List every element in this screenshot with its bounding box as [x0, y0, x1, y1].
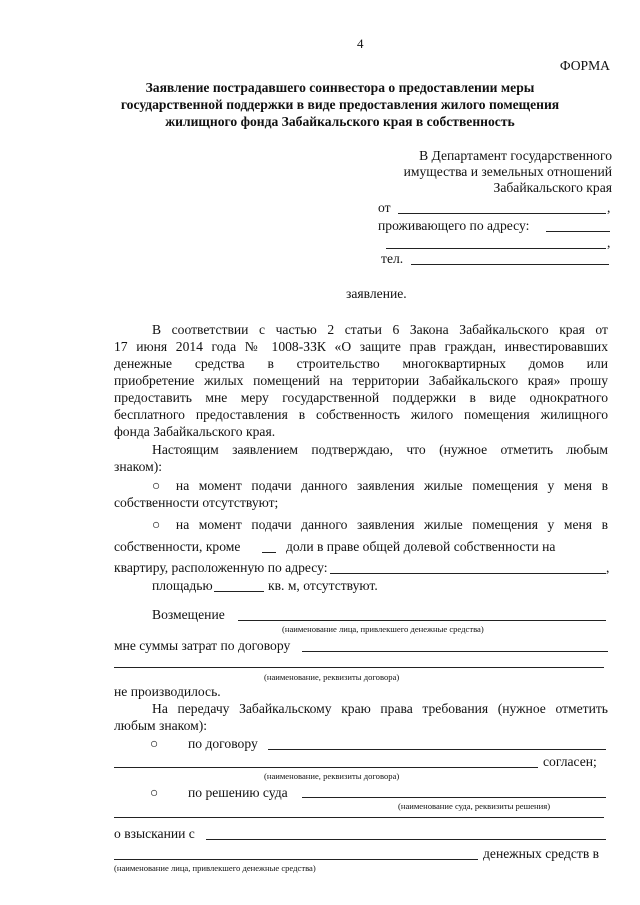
- address-end-comma: ,: [607, 235, 611, 250]
- paragraph-line: В соответствии с частью 2 статьи 6 Закона Забайкальского края от: [152, 322, 608, 337]
- address-end-comma: ,: [606, 560, 610, 575]
- recovery-person-field[interactable]: [206, 839, 606, 840]
- court-option-label: по решению суда: [188, 785, 288, 800]
- contract-field-line2[interactable]: [114, 667, 604, 668]
- paragraph-line: знаком):: [114, 459, 163, 474]
- compensation-label: Возмещение: [152, 607, 225, 622]
- heading-line: Заявление пострадавшего соинвестора о предоставлении меры: [145, 80, 535, 95]
- area-field[interactable]: [214, 591, 264, 592]
- contract-option-bullet[interactable]: ○: [150, 736, 159, 751]
- addressee-line: имущества и земельных отношений: [403, 164, 612, 179]
- from-end-comma: ,: [607, 200, 611, 215]
- paragraph-line: фонда Забайкальского края.: [114, 424, 276, 439]
- paragraph-line: предоставить мне меру государственной поддержки в виде однократного: [114, 390, 608, 405]
- caption: (наименование лица, привлекшего денежные средства): [114, 863, 316, 873]
- court-decision-field[interactable]: [302, 797, 606, 798]
- paragraph-line: 17 июня 2014 года № 1008-ЗЗК «О защите прав граждан, инвестировавших: [114, 339, 608, 354]
- contract-field[interactable]: [302, 651, 608, 652]
- apartment-address-field[interactable]: [330, 573, 606, 574]
- option-line: площадью: [152, 578, 213, 593]
- recovery-label: о взыскании с: [114, 826, 195, 841]
- address-field-line2[interactable]: [386, 248, 606, 249]
- not-done-text: не производилось.: [114, 684, 221, 699]
- phone-label: тел.: [381, 251, 404, 266]
- paragraph-line: денежные средства в строительство многоквартирных домов или: [114, 356, 608, 371]
- phone-field[interactable]: [411, 264, 609, 265]
- address-field[interactable]: [546, 231, 610, 232]
- form-label: ФОРМА: [559, 58, 610, 73]
- option-line: собственности отсутствуют;: [114, 495, 279, 510]
- option-line: собственности, кроме: [114, 539, 241, 554]
- transfer-line: На передачу Забайкальскому краю права требования (нужное отметить: [152, 701, 608, 716]
- caption: (наименование, реквизиты договора): [264, 771, 400, 781]
- transfer-contract-field[interactable]: [268, 749, 606, 750]
- paragraph-line: приобретение жилых помещений на территории Забайкальского края» прошу: [114, 373, 608, 388]
- paragraph-line: бесплатного предоставления в собственность жилого помещения жилищного: [114, 407, 608, 422]
- option-line: квартиру, расположенную по адресу:: [114, 560, 328, 575]
- transfer-line: любым знаком):: [114, 718, 208, 733]
- address-label: проживающего по адресу:: [378, 218, 530, 233]
- option-line: кв. м, отсутствуют.: [268, 578, 378, 593]
- court-decision-field-line2[interactable]: [114, 817, 604, 818]
- heading-line: государственной поддержки в виде предоставления жилого помещения: [120, 97, 560, 112]
- contract-label: мне суммы затрат по договору: [114, 638, 291, 653]
- from-field[interactable]: [398, 213, 606, 214]
- share-field[interactable]: [262, 552, 276, 553]
- page-number: 4: [357, 36, 364, 51]
- option-line: ○ на момент подачи данного заявления жилые помещения у меня в: [152, 478, 608, 493]
- addressee-line: В Департамент государственного: [419, 148, 612, 163]
- caption: (наименование, реквизиты договора): [264, 672, 400, 682]
- from-label: от: [378, 200, 391, 215]
- court-option-bullet[interactable]: ○: [150, 785, 159, 800]
- paragraph-line: Настоящим заявлением подтверждаю, что (нужное отметить любым: [152, 442, 608, 457]
- caption: (наименование лица, привлекшего денежные средства): [282, 624, 484, 634]
- contract-option-label: по договору: [188, 736, 258, 751]
- addressee-line: Забайкальского края: [493, 180, 612, 195]
- caption: (наименование суда, реквизиты решения): [398, 801, 551, 811]
- compensation-person-field[interactable]: [238, 620, 606, 621]
- money-text: денежных средств в: [483, 846, 600, 861]
- transfer-contract-field-line2[interactable]: [114, 767, 538, 768]
- heading-line: жилищного фонда Забайкальского края в собственность: [165, 114, 515, 129]
- option-line: ○ на момент подачи данного заявления жилые помещения у меня в: [152, 517, 608, 532]
- recovery-person-field-line2[interactable]: [114, 859, 478, 860]
- option-line: доли в праве общей долевой собственности на: [286, 539, 556, 554]
- agree-text: согласен;: [543, 754, 597, 769]
- application-word: заявление.: [346, 286, 407, 301]
